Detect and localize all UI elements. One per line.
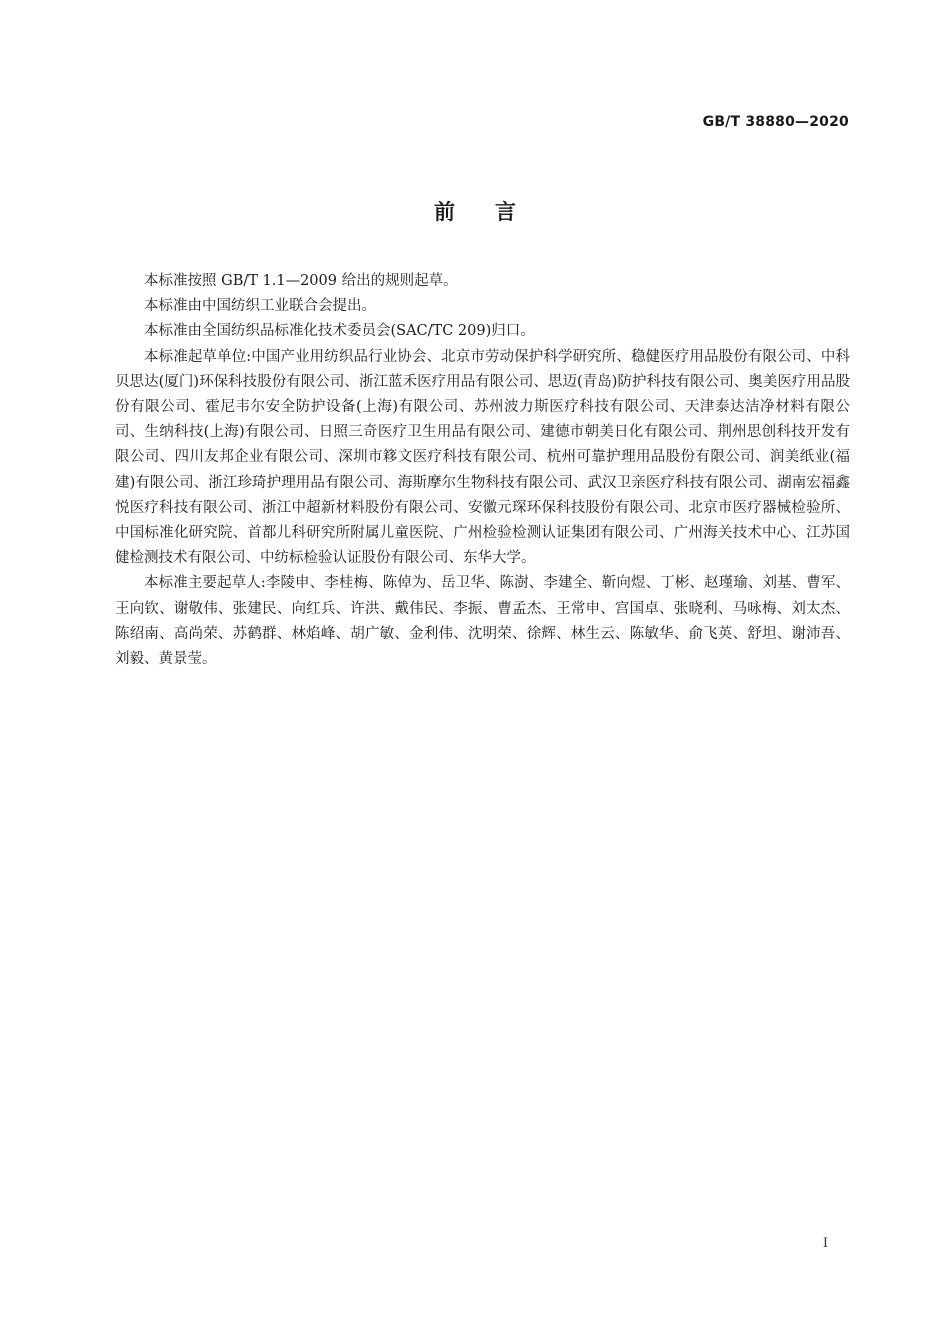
page-number: I	[822, 1236, 828, 1251]
paragraph-committee: 本标准由全国纺织品标准化技术委员会(SAC/TC 209)归口。	[144, 323, 535, 340]
paragraph-drafting-units: 本标准起草单位:中国产业用纺织品行业协会、北京市劳动保护科学研究所、稳健医疗用品股份有限公司、中科贝思达(厦门)环保科技股份有限公司、浙江蓝禾医疗用品有限公司、思迈(青岛)防护科技有限公司、奥美医疗用品股份有限公司、霍尼韦尔安全防护设备(上海)有限公司、苏州波力斯医疗科技有限公司、天津泰达洁净材料有限公司、生纳科技(上海)有限公司、日照三奇医疗卫生用品有限公司、建德市朝美日化有限公司、荆州思创科技开发有限公司、四川友邦企业有限公司、深圳市簃文医疗科技有限公司、杭州可靠护理用品股份有限公司、润美纸业(福建)有限公司、浙江珍琦护理用品有限公司、海斯摩尔生物科技有限公司、武汉卫亲医疗科技有限公司、湖南宏福鑫悦医疗科技有限公司、浙江中超新材料股份有限公司、安徽元琛环保科技股份有限公司、北京市医疗器械检验所、中国标准化研究院、首都儿科研究所附属儿童医院、广州检验检测认证集团有限公司、广州海关技术中心、江苏国健检测技术有限公司、中纺标检验认证股份有限公司、东华大学。	[115, 348, 850, 567]
standard-code: GB/T 38880—2020	[702, 114, 849, 130]
page-title: 前言	[434, 200, 556, 224]
paragraph-proposer: 本标准由中国纺织工业联合会提出。	[144, 298, 376, 315]
foreword-body	[115, 269, 850, 672]
paragraph-drafters: 本标准主要起草人:李陵申、李桂梅、陈倬为、岳卫华、陈澍、李建全、靳向煜、丁彬、赵瑾瑜、刘基、曹军、王向钦、谢敬伟、张建民、向红兵、许洪、戴伟民、李振、曹孟杰、王常申、宫国卓、张晓利、马咏梅、刘太杰、陈绍南、高尚荣、苏鹤群、林焰峰、胡广敏、金利伟、沈明荣、徐辉、林生云、陈敏华、俞飞英、舒坦、谢沛吾、刘毅、黄景莹。	[115, 575, 850, 668]
paragraph-drafting-rules: 本标准按照 GB/T 1.1—2009 给出的规则起草。	[144, 273, 458, 289]
